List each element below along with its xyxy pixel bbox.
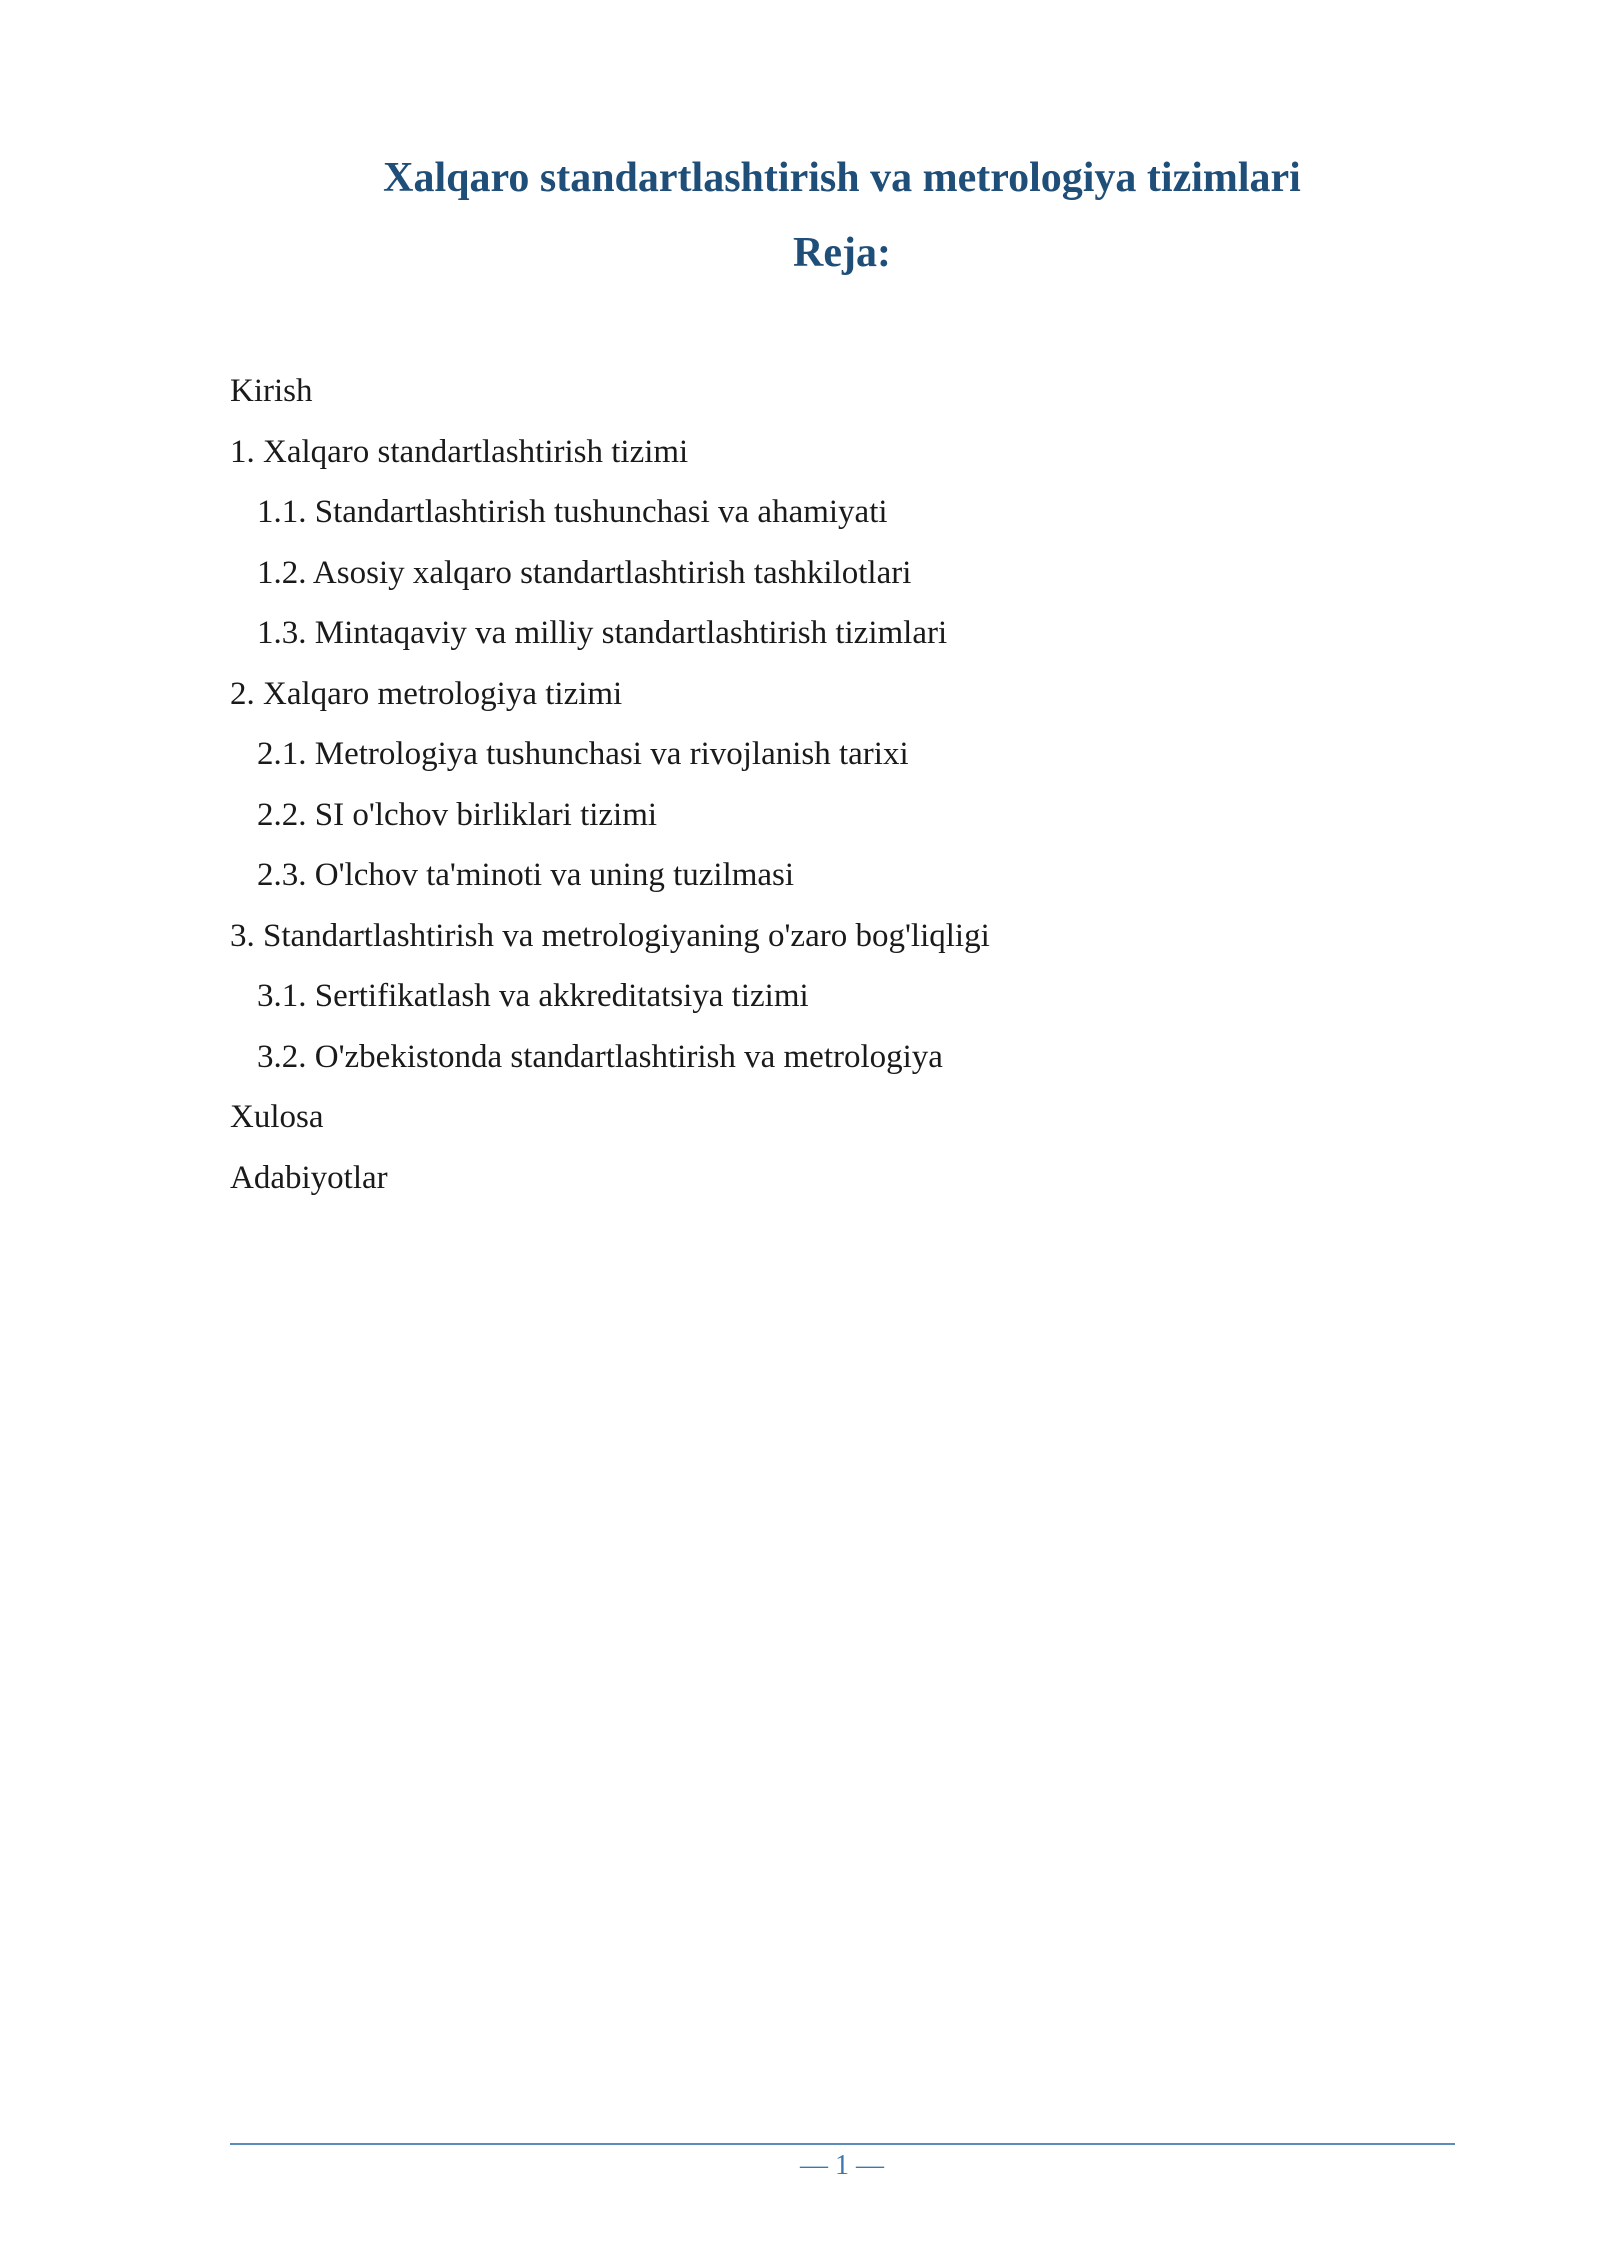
footer-divider (230, 2143, 1455, 2145)
toc-item-section-2: 2. Xalqaro metrologiya tizimi (230, 675, 623, 712)
table-of-contents (230, 361, 1450, 1208)
toc-item-section-1-1: 1.1. Standartlashtirish tushunchasi va ahamiyati (257, 494, 888, 530)
toc-item-adabiyotlar: Adabiyotlar (230, 1159, 388, 1196)
toc-item-section-1: 1. Xalqaro standartlashtirish tizimi (230, 433, 689, 470)
toc-item-section-1-2: 1.2. Asosiy xalqaro standartlashtirish tashkilotlari (257, 554, 912, 591)
toc-item-kirish: Kirish (230, 373, 313, 409)
toc-item-xulosa: Xulosa (230, 1099, 324, 1135)
document-title: Xalqaro standartlashtirish va metrologiya tizimlari (383, 155, 1301, 201)
page-number: — 1 — (800, 2150, 884, 2181)
toc-item-section-3-2: 3.2. O'zbekistonda standartlashtirish va metrologiya (257, 1038, 943, 1075)
plan-heading: Reja: (793, 230, 891, 276)
toc-item-section-2-1: 2.1. Metrologiya tushunchasi va rivojlanish tarixi (257, 736, 909, 772)
toc-item-section-2-2: 2.2. SI o'lchov birliklari tizimi (257, 796, 658, 833)
toc-item-section-3: 3. Standartlashtirish va metrologiyaning o'zaro bog'liqligi (230, 917, 990, 954)
toc-item-section-3-1: 3.1. Sertifikatlash va akkreditatsiya tizimi (257, 978, 809, 1014)
toc-item-section-2-3: 2.3. O'lchov ta'minoti va uning tuzilmasi (257, 857, 795, 893)
toc-item-section-1-3: 1.3. Mintaqaviy va milliy standartlashtirish tizimlari (257, 615, 948, 651)
